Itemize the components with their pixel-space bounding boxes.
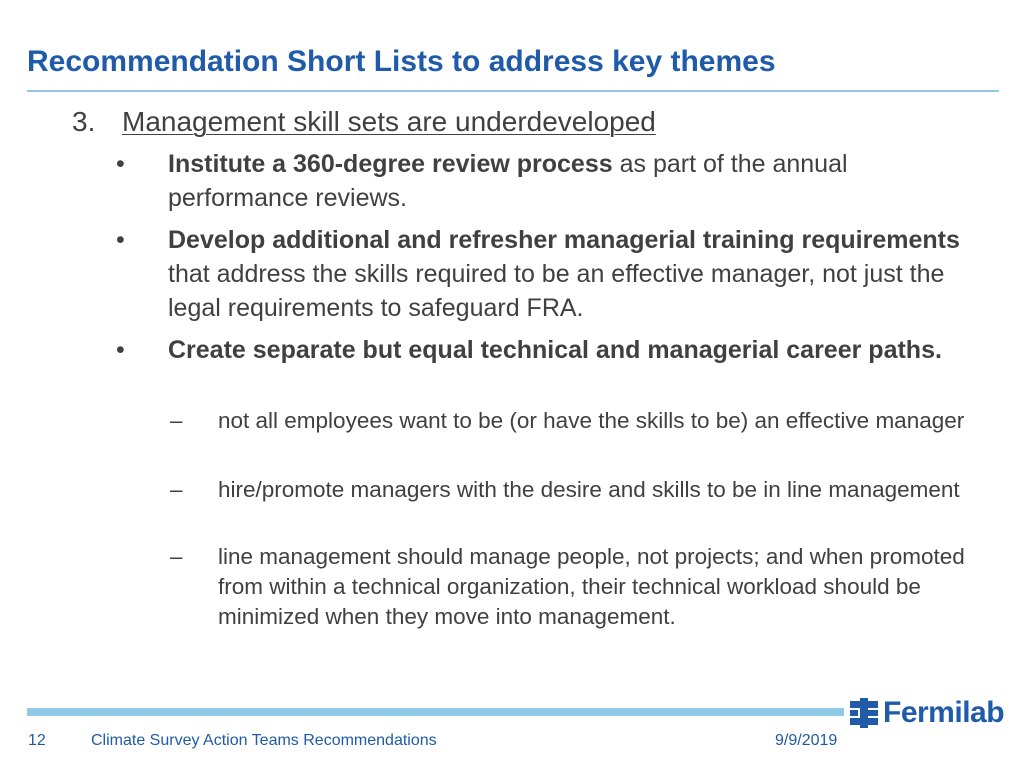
footer-divider (27, 708, 844, 716)
bullet-bold-text: Institute a 360-degree review process (168, 150, 613, 178)
bullet-rest-text: as part of the annual performance reviews. (168, 150, 848, 212)
sub-bullet-text: not all employees want to be (or have the skills to be) an effective manager (218, 408, 965, 433)
page-number: 12 (28, 732, 46, 749)
slide-title: Recommendation Short Lists to address key themes (27, 45, 776, 78)
fermilab-logo (850, 696, 1004, 730)
fermilab-logo-icon (850, 698, 878, 728)
sub-bullet-text: line management should manage people, not projects; and when promoted from within a technical organization, their technical workload should be minimized when they move into management. (218, 544, 965, 629)
bullet-bold-text: Develop additional and refresher managerial training requirements (168, 226, 960, 254)
title-divider (27, 90, 999, 92)
footer-date: 9/9/2019 (775, 732, 838, 749)
heading-number: 3. (72, 106, 96, 137)
bullet-rest-text: that address the skills required to be an effective manager, not just the legal requirements to safeguard FRA. (168, 260, 945, 322)
logo-text: Fermilab (883, 696, 1005, 729)
bullet-bold-text: Create separate but equal technical and managerial career paths. (168, 336, 942, 364)
sub-bullet-marker: – (170, 477, 183, 502)
heading-text: Management skill sets are underdeveloped (122, 106, 656, 137)
bullet-marker: • (116, 226, 125, 254)
bullet-marker: • (116, 150, 125, 178)
sub-bullet-marker: – (170, 544, 183, 569)
bullet-text (168, 333, 968, 367)
numbered-heading (72, 106, 656, 138)
sub-bullet-text: hire/promote managers with the desire and skills to be in line management (218, 477, 960, 502)
bullet-text (168, 147, 968, 215)
bullet-text (168, 223, 968, 325)
sub-bullet-marker: – (170, 408, 183, 433)
bullet-marker: • (116, 336, 125, 364)
footer-title: Climate Survey Action Teams Recommendations (91, 732, 437, 749)
